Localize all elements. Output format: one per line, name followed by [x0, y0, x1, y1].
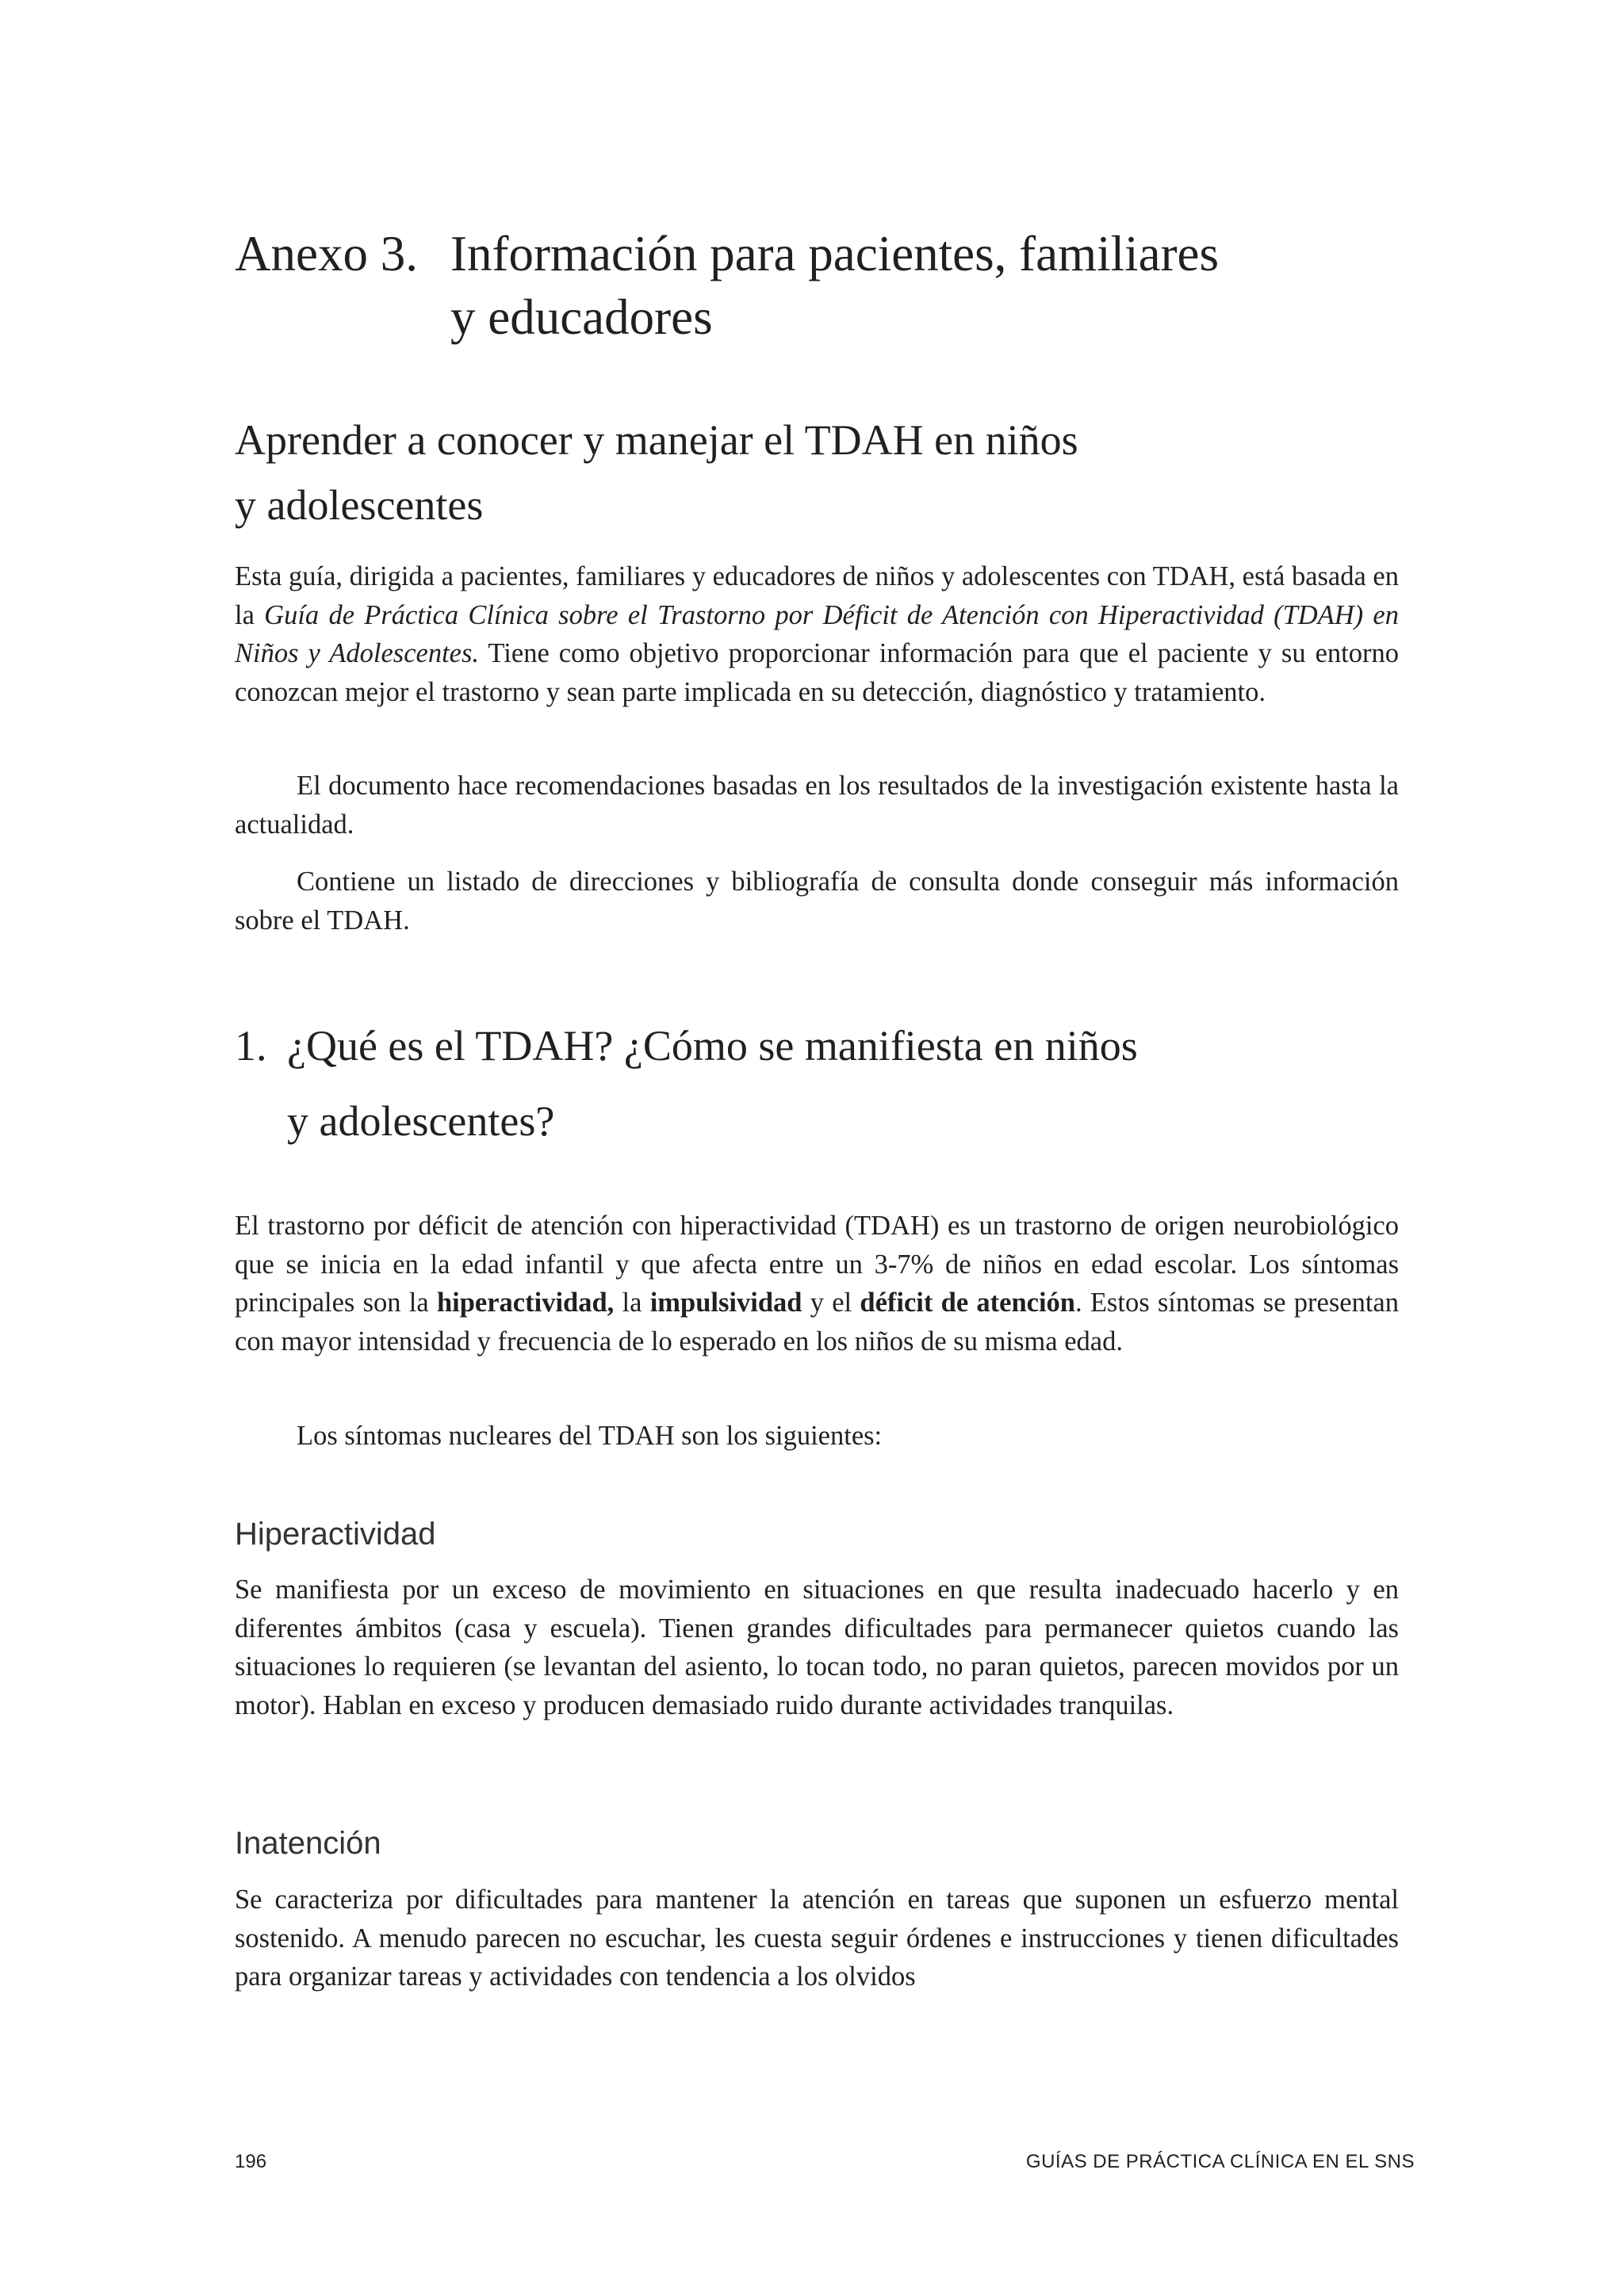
- guide-subtitle-line1: Aprender a conocer y manejar el TDAH en niños: [235, 416, 1078, 464]
- annex-title-line2: y educadores: [450, 289, 713, 345]
- inattention-heading: Inatención: [235, 1826, 381, 1861]
- term-impulsivity: impulsividad: [649, 1288, 802, 1318]
- intro-paragraph-3: Contiene un listado de direcciones y bibliografía de consulta donde conseguir más información sobre el TDAH.: [235, 867, 1399, 936]
- inattention-paragraph: Se caracteriza por dificultades para mantener la atención en tareas que suponen un esfuerzo mental sostenido. A menudo parecen no escuchar, les cuesta seguir órdenes e instrucciones y tienen dificultades para organizar tareas y actividades con tendencia a los olvidos: [235, 1885, 1399, 1992]
- section-1-p1-text: El trastorno por déficit de atención con hiperactividad (TDAH) es un trastorno de origen neurobiológico que se inicia en la edad infantil y que afecta entre un 3-7% de niños en edad escolar. Los síntomas principales son la: [235, 1211, 1399, 1318]
- guide-reference-title: Guía de Práctica Clínica sobre el Trastorno por Déficit de Atención con Hiperactividad (TDAH) en Niños y Adolescentes.: [235, 599, 1399, 668]
- section-1-title-text: [287, 1008, 1437, 1159]
- guide-subtitle: [235, 408, 1472, 538]
- section-1-p1-text-b: la: [614, 1288, 650, 1318]
- hyperactivity-paragraph: Se manifiesta por un exceso de movimiento en situaciones en que resulta inadecuado hacerlo y en diferentes ámbitos (casa y escuela). Tienen grandes dificultades para permanecer quietos cuando las situaciones lo requieren (se levantan del asiento, lo tocan todo, no paran quietos, parecen movidos por un motor). Hablan en exceso y producen demasiado ruido durante actividades tranquilas.: [235, 1575, 1399, 1720]
- intro-p1-text: Esta guía, dirigida a pacientes, familiares y educadores de niños y adolescentes con TDAH, está basada en la: [235, 561, 1399, 630]
- section-1-p1-text-c: y el: [802, 1288, 860, 1318]
- intro-paragraph-2: El documento hace recomendaciones basadas en los resultados de la investigación existente hasta la actualidad.: [235, 771, 1399, 840]
- annex-label: Anexo 3.: [235, 226, 418, 281]
- page-number: 196: [235, 2151, 267, 2172]
- term-hyperactivity: hiperactividad,: [436, 1288, 615, 1318]
- intro-paragraph-1: [235, 557, 1399, 711]
- section-1-number: 1.: [235, 1022, 267, 1070]
- section-1-title-line2: y adolescentes?: [287, 1097, 555, 1145]
- hyperactivity-heading: Hiperactividad: [235, 1517, 436, 1552]
- intro-p1-text-cont: Tiene como objetivo proporcionar información para que el paciente y su entorno conozcan mejor el trastorno y sean parte implicada en su detección, diagnóstico y tratamiento.: [235, 638, 1399, 707]
- annex-title-line1: Información para pacientes, familiares: [450, 226, 1220, 281]
- section-1-paragraph-2: Los síntomas nucleares del TDAH son los siguientes:: [297, 1421, 883, 1451]
- section-1-title-line1: ¿Qué es el TDAH? ¿Cómo se manifiesta en niños: [287, 1022, 1138, 1070]
- guide-subtitle-line2: y adolescentes: [235, 481, 484, 529]
- term-attention-deficit: déficit de atención: [860, 1288, 1075, 1318]
- section-1-paragraph-1: [235, 1207, 1399, 1360]
- annex-title-text: [450, 222, 1465, 349]
- running-footer-title: GUÍAS DE PRÁCTICA CLÍNICA EN EL SNS: [1025, 2151, 1415, 2172]
- section-1-p1-text-d: . Estos síntomas se presentan con mayor intensidad y frecuencia de lo esperado en los niños de su misma edad.: [235, 1288, 1399, 1357]
